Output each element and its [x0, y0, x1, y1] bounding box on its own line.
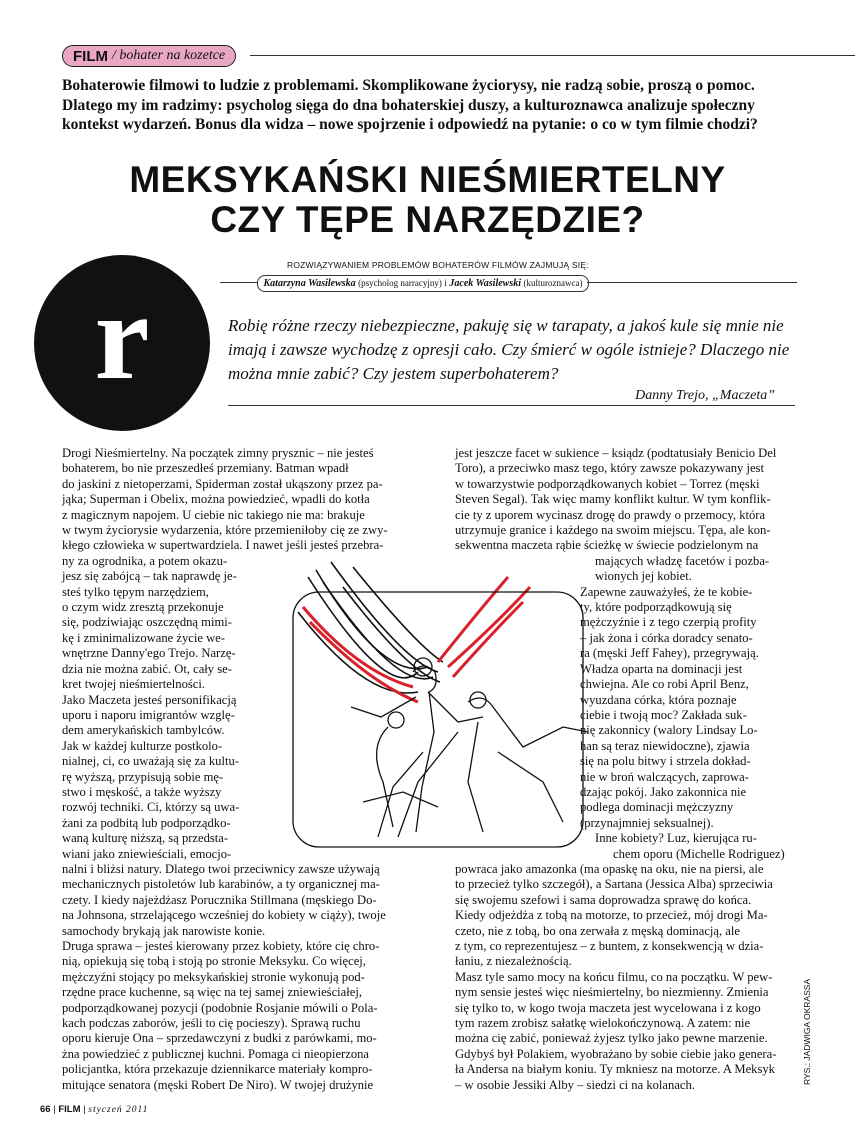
body-line-left: z magicznym napojem. U ciebie nic takiego nie ma: brakuje: [62, 507, 365, 522]
body-line-left: rę wyższą, przypisują sobie mę-: [62, 769, 224, 784]
body-line-right: Masz tyle samo mocy na końcu filmu, co na początku. W pew-: [455, 969, 773, 984]
body-line-left: rzędne prace kuchenne, są więc na tej samej zniewieściałej,: [62, 985, 362, 1000]
body-line-right: Kiedy odjeżdża z tobą na motorze, to przecież, mój drogi Ma-: [455, 908, 768, 923]
body-line-left: do jaskini z nietoperzami, Spiderman został ukąszony przez pa-: [62, 476, 383, 491]
body-line-left: żani za podbitą lub podporządko-: [62, 815, 231, 830]
body-line-right: utrzymuje granice i każdego na swoim miejscu. Tępa, ale kon-: [455, 523, 771, 538]
body-line-right: chwiejna. Ale co robi April Benz,: [580, 677, 749, 692]
credits-rule-right: [587, 282, 797, 283]
footer-separator-1: |: [53, 1104, 56, 1115]
section-name: FILM: [73, 47, 108, 65]
section-subtitle: bohater na kozetce: [119, 48, 226, 63]
hero-quote: Robię różne rzeczy niebezpieczne, pakuję się w tarapaty, a jakoś kule się mnie nie imają i zawsze wychodzę z opresji cało. Czy śmierć w ogóle istnieje? Dlaczego nie można mnie zabić? Czy jestem superbohaterem?: [228, 316, 790, 383]
body-line-right: podlega dominacji mężczyzny: [580, 800, 734, 815]
body-line-left: dzia nie można zabić. Ot, cały se-: [62, 661, 232, 676]
footer-magazine: FILM: [58, 1104, 81, 1115]
credits-box: [257, 275, 589, 292]
title-line-1: MEKSYKAŃSKI NIEŚMIERTELNY: [129, 159, 726, 200]
body-line-left: mitujące senatora (męski Robert De Niro). W twojej drużynie: [62, 1077, 374, 1092]
body-line-right: Toro), a przeciwko masz tego, który zawsze pokazywany jest: [455, 461, 764, 476]
credits-author-2: Jacek Wasilewski: [449, 278, 521, 289]
body-line-right: można cię zabić, ponieważ żyjesz tylko jako pewne marzenie.: [455, 1031, 768, 1046]
footer-issue: styczeń 2011: [88, 1105, 149, 1115]
body-line-right: Gdybyś był Polakiem, wyobrażano by sobie ciebie jako genera-: [455, 1046, 777, 1061]
body-line-left: wiani jako zniewieściali, emocjo-: [62, 846, 232, 861]
body-line-right: powraca jako amazonka (ma opaskę na oku, nie na piersi, ale: [455, 861, 764, 876]
body-line-right: ła Andersa na białym koniu. Ty mkniesz na motorze. A Meksyk: [455, 1062, 775, 1077]
body-line-right: han są teraz niewidoczne), zjawia: [580, 738, 750, 753]
body-line-right: wionych jej kobiet.: [595, 569, 692, 584]
body-line-left: czety. I kiedy najeżdżasz Porucznika Stillmana (męskiego Do-: [62, 892, 377, 907]
credits-role-1: (psycholog narracyjny): [358, 278, 442, 288]
quote-author: Danny Trejo, „Maczeta”: [635, 388, 775, 403]
body-line-left: jąka; Superman i Obelix, można powiedzieć, wpadli do kotła: [62, 492, 370, 507]
body-line-right: ty, które podporządkowują się: [580, 600, 732, 615]
body-line-left: nią, opiekują się tobą i stoją po stronie Meksyku. Co więcej,: [62, 954, 366, 969]
body-line-right: chem oporu (Michelle Rodriguez): [613, 846, 785, 861]
body-line-left: nalni i bliżsi natury. Dlatego twoi przeciwnicy zawsze używają: [62, 861, 380, 876]
body-line-left: policjantka, która przekazuje dziennikarce materiały kompro-: [62, 1062, 373, 1077]
body-line-right: Zapewne zauważyłeś, że te kobie-: [580, 584, 753, 599]
body-line-right: Inne kobiety? Luz, kierująca ru-: [595, 831, 757, 846]
body-line-right: – jak żona i córka doradcy senato-: [580, 630, 753, 645]
body-line-right: cie ty z uporem wycinasz drogę do prawdy o przemocy, która: [455, 507, 766, 522]
body-line-left: Jak w każdej kulturze postkolo-: [62, 738, 223, 753]
body-line-right: Władza oparta na dominacji jest: [580, 661, 743, 676]
illustration-drawing: [268, 552, 613, 852]
body-line-right: się swojemu szefowi i sama doprowadza sprawę do końca.: [455, 892, 752, 907]
footer-separator-2: |: [83, 1104, 86, 1115]
body-line-left: na Johnsona, strzelającego wcześniej do kobiety w ciąży), twoje: [62, 908, 386, 923]
intro-lead: Bohaterowie filmowi to ludzie z problemami. Skomplikowane życiorysy, nie radzą sobie, proszą o pomoc. Dlatego my im radzimy: psycholog sięga do dna bohaterskiej duszy, a kulturoznawca analizuje społeczny kontekst wydarzeń. Bonus dla widza – nowe spojrzenie i odpowiedź na pytanie: o co w tym filmie chodzi?: [62, 77, 758, 133]
body-line-left: żna powiedzieć z publicznej kuchni. Pomaga ci nieopierzona: [62, 1046, 370, 1061]
body-line-right: tym razem zrobisz sałatkę wielokończynową. A zatem: nie: [455, 1016, 751, 1031]
body-line-left: kę i zminimalizowane życie we-: [62, 630, 225, 645]
body-line-right: dzając pokój. Jako zakonnica nie: [580, 784, 747, 799]
body-line-left: stwo i męskość, a także wyższy: [62, 784, 222, 799]
dropcap-letter: r: [94, 268, 150, 405]
body-line-left: Jako Maczeta jesteś personifikacją: [62, 692, 237, 707]
body-line-left: się, podziwiając oszczędną mimi-: [62, 615, 232, 630]
body-line-left: kach podczas zaborów, jeśli to cię pocieszy). Sprawą ruchu: [62, 1016, 361, 1031]
body-line-right: jest jeszcze facet w sukience – ksiądz (podtatusiały Benicio Del: [455, 446, 777, 460]
body-line-left: oporu kieruje Ona – sprzedawczyni z budki z parówkami, mo-: [62, 1031, 377, 1046]
body-line-right: czeto, nie z tobą, bo ona zerwała z męską dominacją, ale: [455, 923, 740, 938]
body-line-left: steś tylko tępym narzędziem,: [62, 584, 209, 599]
article-title: [0, 160, 855, 240]
illustration-credit: RYS.: JADWIGA OKRASSA: [802, 978, 812, 1085]
body-line-left: w twym życiorysie wydarzenia, które przemieniłoby cię ze zwy-: [62, 523, 388, 538]
body-line-right: łaniu, z niezależnością.: [455, 954, 572, 969]
page-footer: [40, 1104, 148, 1115]
body-line-left: samochody brykają jak narowiste konie.: [62, 923, 266, 938]
section-rule: [250, 55, 855, 56]
body-line-right: (przynajmniej seksualnej).: [580, 815, 714, 830]
body-line-right: się tylko to, w kogo twoja maczeta jest wycelowana i z kogo: [455, 1000, 761, 1015]
body-line-right: ra (męski Jeff Fahey), przegrywają.: [580, 646, 759, 661]
body-line-left: kret twojej nieśmiertelności.: [62, 677, 206, 692]
credits-author-1: Katarzyna Wasilewska: [263, 278, 356, 289]
credits-heading: ROZWIĄZYWANIEM PROBLEMÓW BOHATERÓW FILMÓW ZAJMUJĄ SIĘ:: [287, 260, 589, 270]
body-line-right: nym sensie jesteś więc nieśmiertelny, bo niezmienny. Zmienia: [455, 985, 769, 1000]
body-line-left: o czym widz zresztą przekonuje: [62, 600, 224, 615]
body-line-left: mężczyźni stojący po meksykańskiej stronie wykonują pod-: [62, 969, 365, 984]
body-line-right: – w osobie Jessiki Alby – siedzi ci na kolanach.: [455, 1077, 695, 1092]
section-separator: /: [112, 48, 116, 63]
body-line-left: jesz się zabójcą – tak naprawdę je-: [62, 569, 237, 584]
dropcap-circle: [34, 255, 210, 431]
illustration: [268, 552, 613, 852]
body-line-left: podporządkowanej pozycji (podobnie Rosjanie mówili o Pola-: [62, 1000, 378, 1015]
body-line-right: nie w broń walczących, zaprowa-: [580, 769, 749, 784]
body-line-left: bohaterem, bo nie przeszedłeś przemiany. Batman wpadł: [62, 461, 349, 476]
body-line-left: dem amerykańskich tambylców.: [62, 723, 225, 738]
body-line-left: waną kulturę niższą, są przedsta-: [62, 831, 229, 846]
body-line-right: w towarzystwie podporządkowanych kobiet – Torrez (męski: [455, 476, 760, 491]
section-tag: [62, 45, 236, 67]
body-line-left: nialnej, ci, co uważają się za kultu-: [62, 754, 239, 769]
credits-role-2: (kulturoznawca): [523, 278, 583, 288]
body-line-right: mężczyźnie i z tego czerpią profity: [580, 615, 757, 630]
body-line-right: wyuzdana córka, która poznaje: [580, 692, 737, 707]
body-line-left: Drogi Nieśmiertelny. Na początek zimny prysznic – nie jesteś: [62, 446, 374, 460]
title-line-2: CZY TĘPE NARZĘDZIE?: [210, 199, 645, 240]
body-line-left: ny za ogrodnika, a potem okazu-: [62, 553, 228, 568]
body-line-left: wnętrzne Danny'ego Trejo. Narzę-: [62, 646, 236, 661]
quote-rule: [228, 405, 795, 406]
body-line-right: to przecież tylko szczegół), a Sartana (Jessica Alba) sprzeciwia: [455, 877, 773, 892]
body-line-left: Druga sprawa – jesteś kierowany przez kobiety, które cię chro-: [62, 939, 380, 953]
body-line-right: z tym, co reprezentujesz – z buntem, z konsekwencją w dzia-: [455, 939, 764, 953]
body-line-right: ciebie i twoją moc? Zakłada suk-: [580, 707, 747, 722]
body-line-right: się na polu bitwy i strzela dokład-: [580, 754, 751, 769]
body-line-left: kłego człowieka w supertwardziela. I nawet jeśli jesteś przebra-: [62, 538, 384, 553]
body-line-right: mających władzę facetów i pozba-: [595, 553, 770, 568]
body-line-left: mechanicznych pistoletów lub karabinów, a ty organicznej ma-: [62, 877, 380, 892]
body-line-left: rozwój techniki. Ci, którzy są uwa-: [62, 800, 240, 815]
body-line-left: uporu i naporu imigrantów wzglę-: [62, 707, 235, 722]
body-line-right: nię zakonnicy (walory Lindsay Lo-: [580, 723, 758, 738]
credits-joiner: i: [444, 278, 447, 288]
body-line-right: sekwentna maczeta rąbie ścieżkę w świecie podzielonym na: [455, 538, 759, 553]
credits-rule-left: [220, 282, 258, 283]
page-number: 66: [40, 1104, 51, 1115]
body-line-right: Steven Segal). Tak więc mamy konflikt kultur. W tym konflik-: [455, 492, 771, 507]
